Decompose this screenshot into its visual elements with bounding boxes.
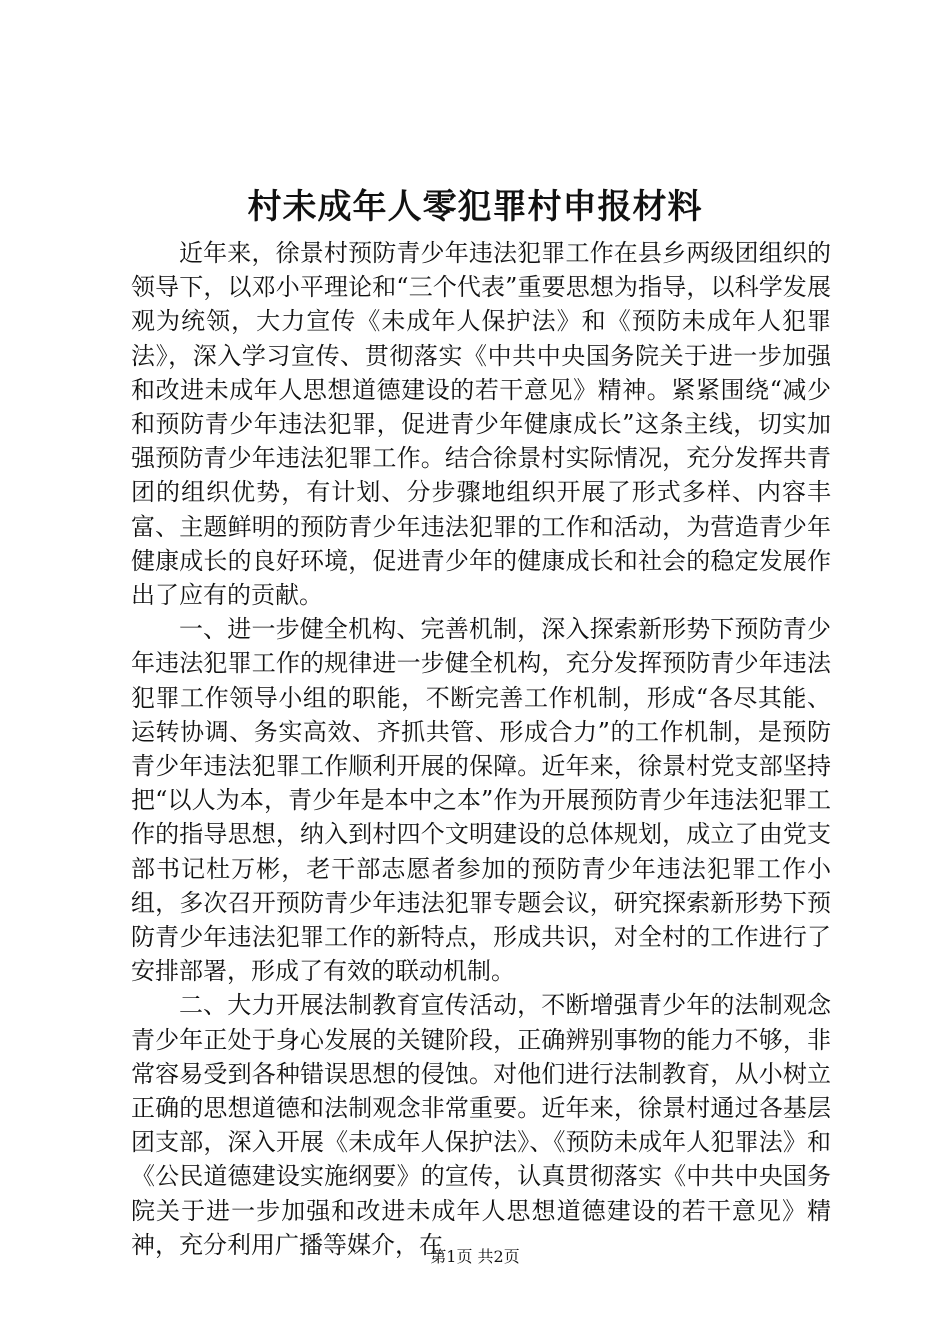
paragraph-intro: 近年来，徐景村预防青少年违法犯罪工作在县乡两级团组织的领导下，以邓小平理论和“三个代表”重要思想为指导，以科学发展观为统领，大力宣传《未成年人保护法》和《预防未成年人犯罪法》，深入学习宣传、贯彻落实《中共中央国务院关于进一步加强和改进未成年人思想道德建设的若干意见》精神。紧紧围绕“减少和预防青少年违法犯罪，促进青少年健康成长”这条主线，切实加强预防青少年违法犯罪工作。结合徐景村实际情况，充分发挥共青团的组织优势，有计划、分步骤地组织开展了形式多样、内容丰富、主题鲜明的预防青少年违法犯罪的工作和活动，为营造青少年健康成长的良好环境，促进青少年的健康成长和社会的稳定发展作出了应有的贡献。 bbox=[131, 239, 831, 610]
page-number-footer: 第1页 共2页 bbox=[430, 1247, 520, 1266]
document-title: 村未成年人零犯罪村申报材料 bbox=[247, 187, 703, 227]
document-body bbox=[131, 236, 831, 1262]
paragraph-section-1: 一、进一步健全机构、完善机制，深入探索新形势下预防青少年违法犯罪工作的规律进一步健全机构，充分发挥预防青少年违法犯罪工作领导小组的职能，不断完善工作机制，形成“各尽其能、运转协调、务实高效、齐抓共管、形成合力”的工作机制，是预防青少年违法犯罪工作顺利开展的保障。近年来，徐景村党支部坚持把“以人为本，青少年是本中之本”作为开展预防青少年违法犯罪工作的指导思想，纳入到村四个文明建设的总体规划，成立了由党支部书记杜万彬，老干部志愿者参加的预防青少年违法犯罪工作小组，多次召开预防青少年违法犯罪专题会议，研究探索新形势下预防青少年违法犯罪工作的新特点，形成共识，对全村的工作进行了安排部署，形成了有效的联动机制。 bbox=[131, 615, 831, 986]
paragraph-section-2: 二、大力开展法制教育宣传活动，不断增强青少年的法制观念青少年正处于身心发展的关键阶段，正确辨别事物的能力不够，非常容易受到各种错误思想的侵蚀。对他们进行法制教育，从小树立正确的思想道德和法制观念非常重要。近年来，徐景村通过各基层团支部，深入开展《未成年人保护法》、《预防未成年人犯罪法》和《公民道德建设实施纲要》的宣传，认真贯彻落实《中共中央国务院关于进一步加强和改进未成年人思想道德建设的若干意见》精神，充分利用广播等媒介，在 bbox=[131, 991, 831, 1259]
